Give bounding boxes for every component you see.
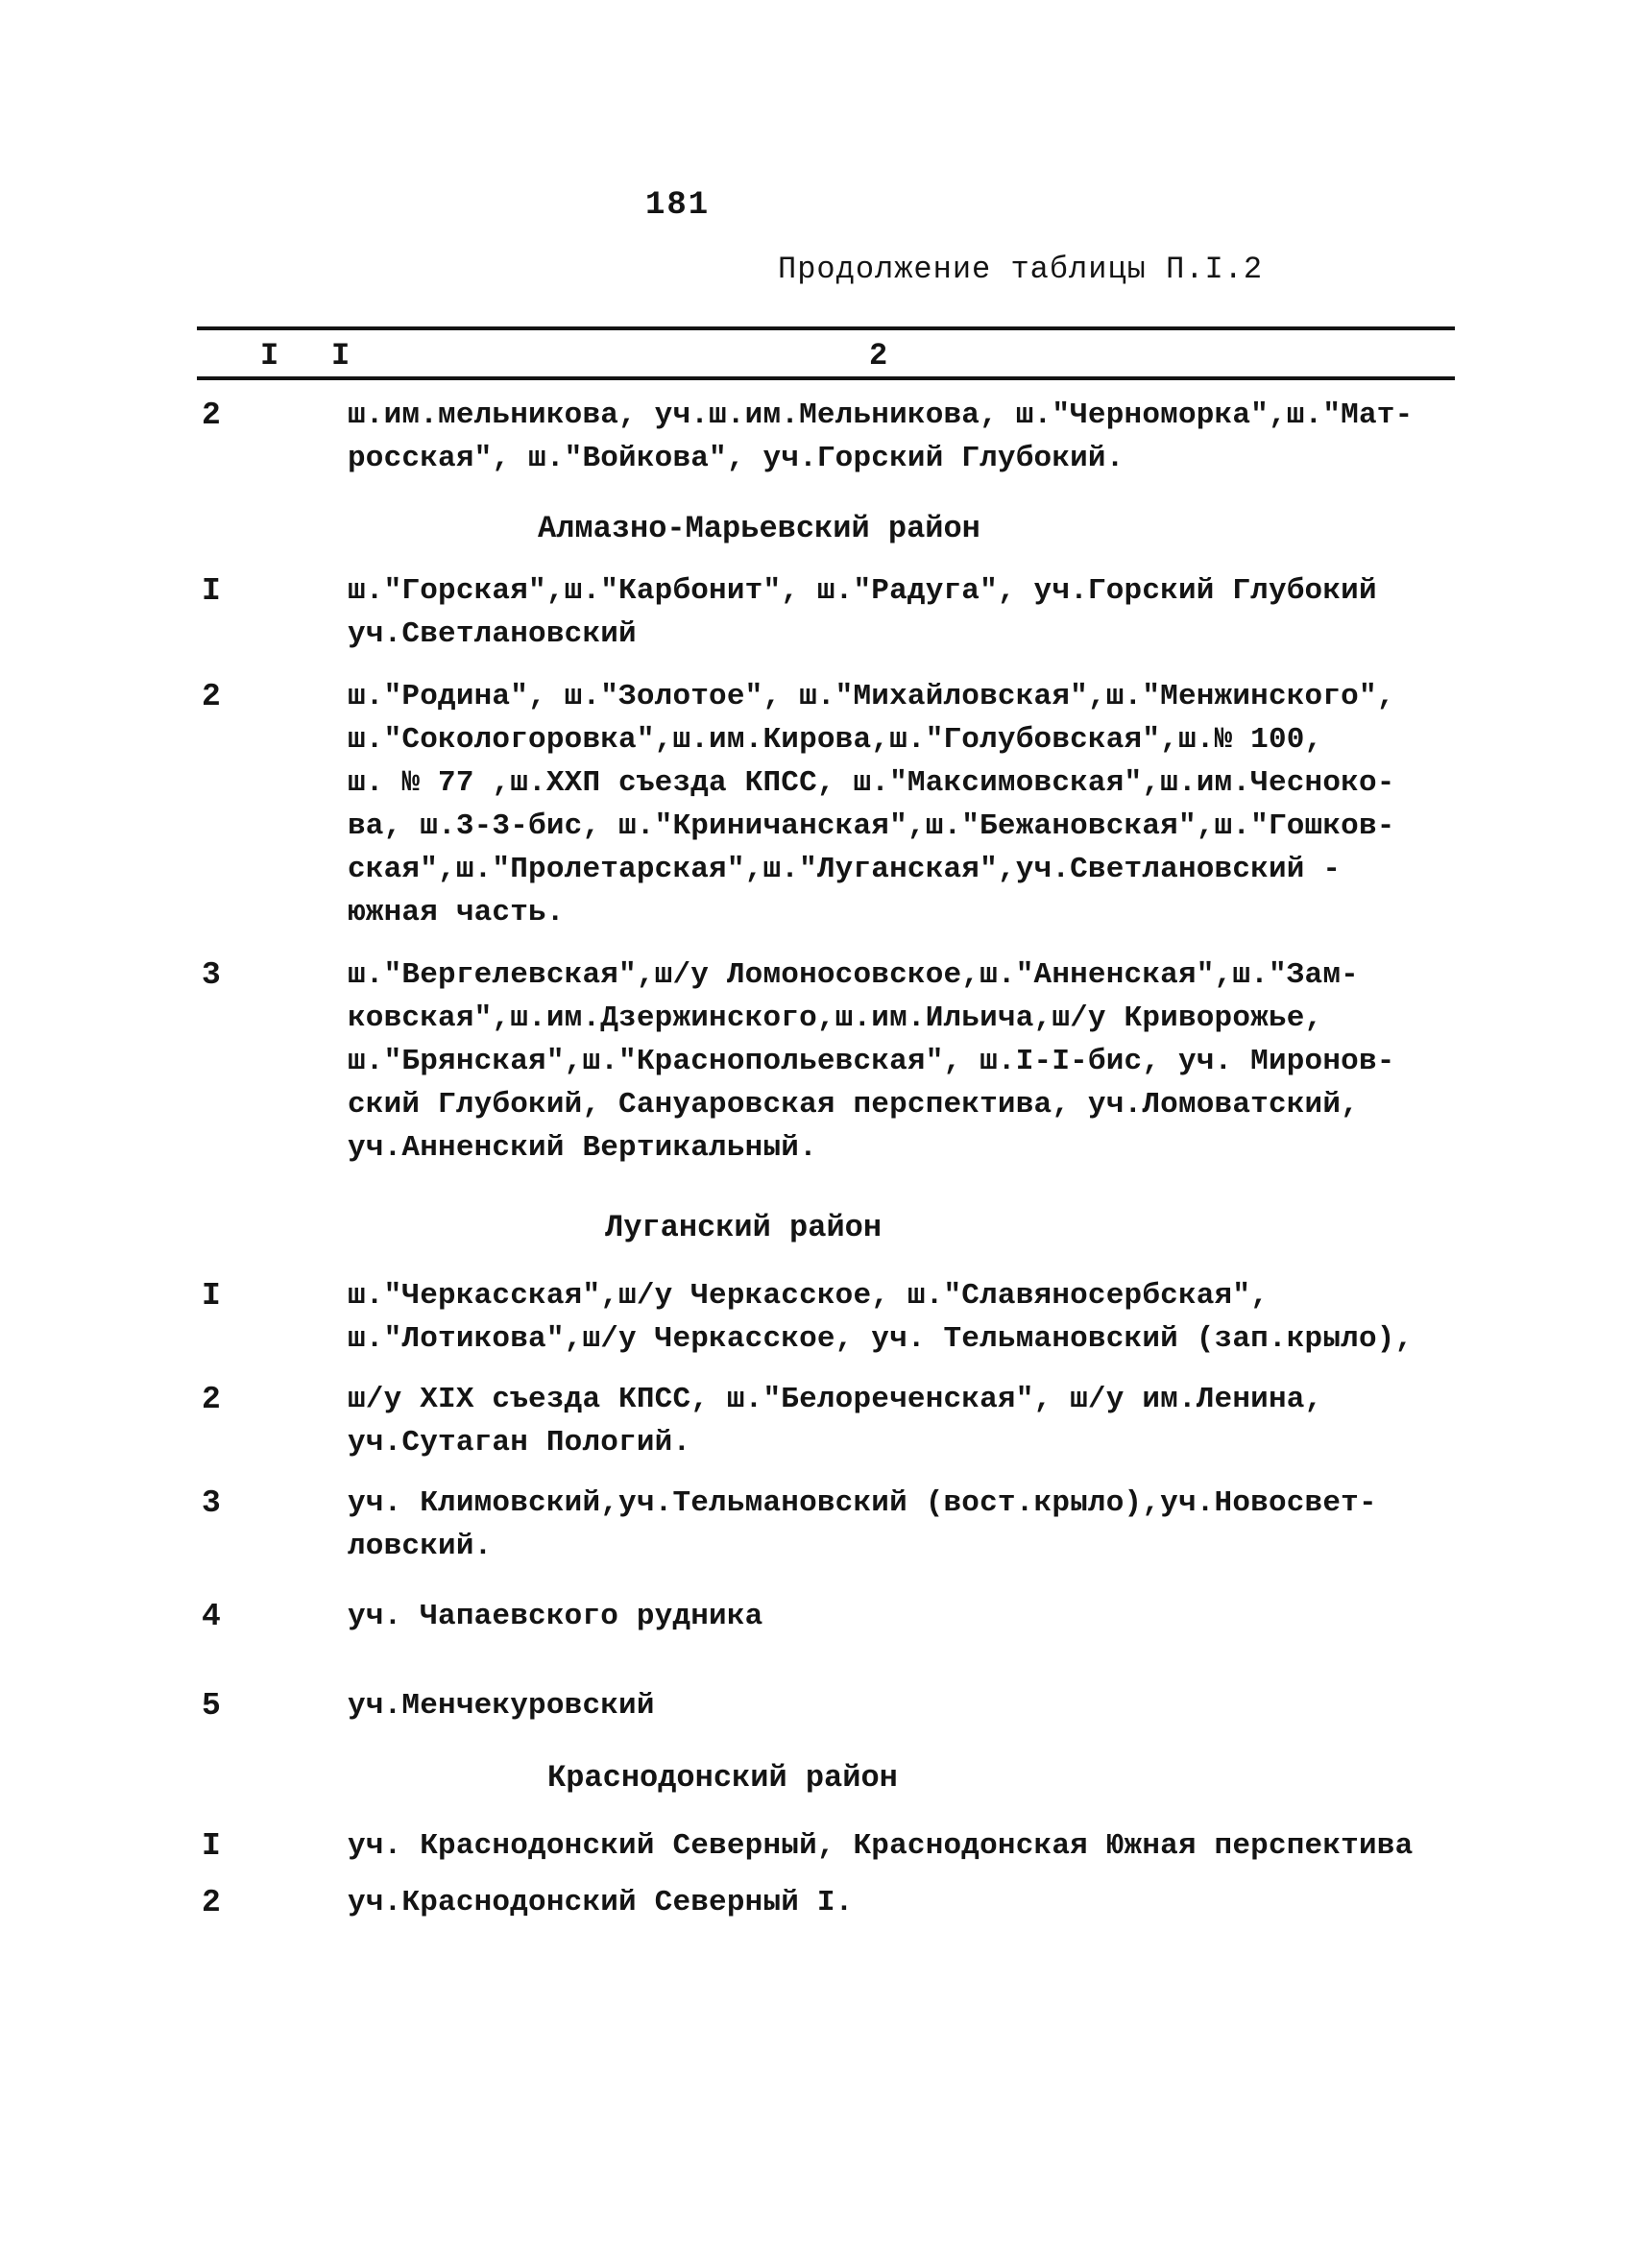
row-text: ш."Родина", ш."Золотое", ш."Михайловская",ш."Менжинского", ш."Сокологоровка",ш.им.Кирова,ш."Голубовская",ш.№ 100, ш. № 77 ,ш.XXП съезда КПСС, ш."Максимовская",ш.им.Чесноко- ва, ш.3-3-бис, ш."Криничанская",ш."Бежановская",ш."Гошков- ская",ш."Пролетарская",ш."Луганская",уч.Светлановский - южная часть. — [348, 680, 1395, 929]
table-header-rule — [197, 376, 1455, 380]
row-text: уч. Краснодонский Северный, Краснодонская Южная перспектива — [348, 1829, 1414, 1863]
row-number: 2 — [202, 679, 221, 714]
column-headers — [197, 338, 1455, 376]
table-row — [192, 953, 1469, 1170]
row-text: ш."Черкасская",ш/у Черкасское, ш."Славяносербская", ш."Лотикова",ш/у Черкасское, уч. Тельмановский (зап.крыло), — [348, 1279, 1414, 1356]
row-number: 3 — [202, 1485, 221, 1521]
table-row — [192, 1684, 1469, 1727]
row-number: I — [202, 573, 221, 609]
column-header-1: I — [260, 338, 279, 374]
row-text: уч.Краснодонский Северный I. — [348, 1886, 854, 1919]
page-number: 181 — [645, 187, 711, 224]
section-title: Алмазно-Марьевский район — [538, 511, 980, 546]
table-row — [192, 675, 1469, 934]
row-text: ш.им.мельникова, уч.ш.им.Мельникова, ш."Черноморка",ш."Мат- росская", ш."Войкова", уч.Горский Глубокий. — [348, 398, 1414, 475]
row-number: 4 — [202, 1599, 221, 1634]
table-row — [192, 1274, 1469, 1361]
row-text: ш."Горская",ш."Карбонит", ш."Радуга", уч.Горский Глубокий уч.Светлановский — [348, 574, 1377, 651]
row-number: I — [202, 1278, 221, 1314]
row-text: ш."Вергелевская",ш/у Ломоносовское,ш."Анненская",ш."Зам- ковская",ш.им.Дзержинского,ш.им.Ильича,ш/у Криворожье, ш."Брянская",ш."Краснопольевская", ш.I-I-бис, уч. Миронов- ский Глубокий, Сануаровская перспектива, уч.Ломоватский, уч.Анненский Вертикальный. — [348, 958, 1395, 1165]
row-number: 3 — [202, 957, 221, 993]
column-header-2: 2 — [869, 338, 888, 374]
row-text: уч.Менчекуровский — [348, 1689, 655, 1723]
table-row — [192, 1482, 1469, 1568]
row-text: ш/у XIX съезда КПСС, ш."Белореченская", ш/у им.Ленина, уч.Сутаган Пологий. — [348, 1383, 1323, 1460]
row-text: уч. Чапаевского рудника — [348, 1600, 763, 1633]
table-row — [192, 1378, 1469, 1464]
table-row — [192, 1595, 1469, 1638]
table-row — [192, 394, 1469, 480]
table-row — [192, 1824, 1469, 1868]
row-number: I — [202, 1828, 221, 1864]
section-title: Луганский район — [605, 1210, 883, 1245]
table-title: Продолжение таблицы П.I.2 — [778, 252, 1264, 287]
table-row — [192, 1881, 1469, 1924]
section-title: Краснодонский район — [547, 1760, 898, 1796]
row-number: 2 — [202, 1885, 221, 1920]
table-top-rule — [197, 326, 1455, 330]
table-row — [192, 569, 1469, 656]
row-text: уч. Климовский,уч.Тельмановский (вост.крыло),уч.Новосвет- ловский. — [348, 1486, 1377, 1563]
row-number: 5 — [202, 1688, 221, 1724]
row-number: 2 — [202, 1382, 221, 1417]
table-body — [192, 384, 1469, 1924]
row-number: 2 — [202, 398, 221, 433]
column-header-1b: I — [331, 338, 351, 374]
